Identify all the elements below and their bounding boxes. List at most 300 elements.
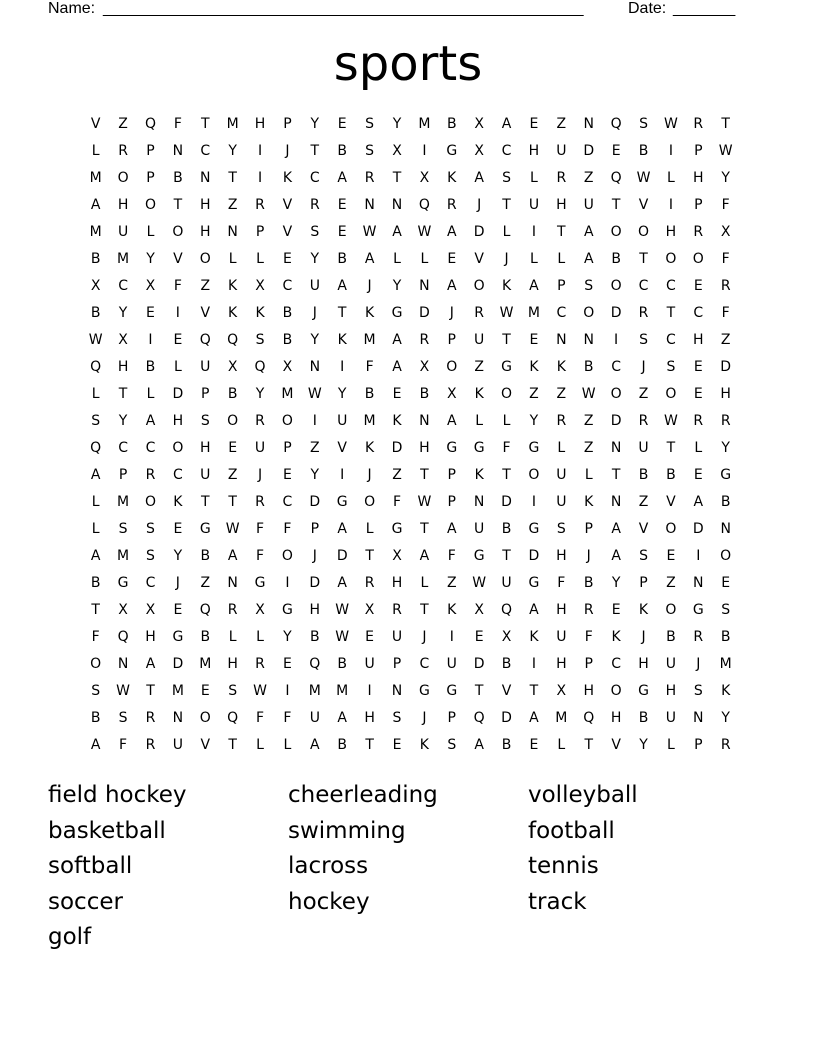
grid-letter: Y: [611, 575, 621, 591]
grid-letter: K: [474, 467, 484, 483]
grid-letter: U: [200, 467, 211, 483]
grid-letter: B: [90, 710, 101, 726]
grid-letter: I: [340, 359, 345, 375]
grid-letter: H: [309, 602, 321, 618]
grid-letter: H: [419, 440, 430, 456]
grid-letter: E: [173, 332, 183, 348]
grid-letter: E: [337, 197, 347, 213]
grid-letter: T: [557, 224, 566, 240]
grid-letter: F: [584, 629, 593, 645]
grid-letter: H: [199, 440, 211, 456]
grid-letter: A: [529, 278, 539, 294]
grid-letter: R: [720, 737, 731, 753]
grid-letter: P: [201, 386, 210, 402]
grid-row: [82, 489, 740, 516]
grid-letter: M: [89, 170, 102, 186]
grid-letter: S: [556, 521, 566, 537]
grid-letter: W: [253, 683, 267, 699]
grid-letter: H: [117, 359, 129, 375]
grid-letter: P: [255, 224, 265, 240]
grid-letter: K: [638, 602, 649, 618]
grid-letter: K: [419, 737, 429, 753]
grid-letter: R: [693, 224, 704, 240]
grid-letter: M: [363, 332, 376, 348]
grid-letter: E: [337, 116, 347, 132]
grid-letter: V: [200, 305, 211, 321]
grid-letter: E: [529, 332, 539, 348]
grid-letter: Y: [392, 116, 402, 132]
grid-letter: K: [173, 494, 183, 510]
grid-letter: C: [556, 305, 567, 321]
grid-letter: Q: [227, 710, 239, 726]
grid-letter: L: [502, 413, 511, 429]
grid-letter: U: [638, 440, 649, 456]
grid-letter: B: [419, 386, 430, 402]
grid-letter: F: [392, 494, 402, 510]
grid-letter: R: [364, 170, 375, 186]
grid-letter: R: [693, 413, 704, 429]
grid-letter: K: [282, 170, 293, 186]
grid-letter: P: [283, 440, 292, 456]
grid-letter: G: [391, 521, 403, 537]
grid-letter: H: [720, 386, 731, 402]
grid-letter: B: [666, 629, 676, 645]
grid-letter: O: [144, 197, 156, 213]
grid-letter: Z: [200, 575, 211, 591]
grid-letter: R: [118, 143, 128, 159]
grid-letter: L: [228, 629, 237, 645]
grid-letter: C: [282, 278, 293, 294]
grid-letter: N: [693, 575, 704, 591]
grid-letter: D: [391, 440, 403, 456]
grid-letter: A: [337, 278, 347, 294]
grid-letter: I: [285, 683, 290, 699]
grid-letter: W: [581, 386, 596, 402]
word-list-item: volleyball: [528, 782, 638, 808]
word-list-item: soccer: [48, 888, 123, 915]
grid-letter: L: [393, 251, 401, 267]
grid-letter: L: [173, 359, 182, 375]
grid-letter: D: [692, 521, 704, 537]
grid-letter: J: [257, 467, 263, 483]
grid-letter: J: [504, 251, 509, 267]
grid-letter: O: [227, 413, 239, 429]
grid-letter: O: [610, 224, 622, 240]
grid-letter: F: [173, 116, 182, 132]
grid-letter: G: [638, 683, 649, 699]
grid-letter: Q: [90, 440, 102, 456]
grid-letter: W: [472, 575, 487, 591]
grid-letter: V: [337, 440, 347, 456]
grid-letter: I: [668, 143, 673, 159]
grid-letter: E: [529, 737, 539, 753]
grid-letter: L: [557, 440, 566, 456]
grid-letter: F: [283, 710, 292, 726]
grid-letter: D: [610, 305, 622, 321]
grid-letter: N: [200, 170, 211, 186]
grid-letter: M: [171, 683, 184, 699]
grid-letter: T: [420, 521, 429, 537]
grid-letter: E: [721, 575, 731, 591]
grid-letter: L: [91, 494, 100, 510]
grid-letter: U: [556, 629, 567, 645]
grid-letter: A: [90, 737, 101, 753]
grid-letter: I: [531, 494, 537, 510]
grid-letter: Z: [474, 359, 484, 375]
grid-letter: X: [118, 602, 128, 618]
grid-letter: A: [337, 710, 347, 726]
date-label: Date:: [628, 0, 667, 17]
grid-letter: N: [583, 332, 594, 348]
grid-letter: U: [474, 521, 485, 537]
grid-letter: B: [501, 737, 512, 753]
grid-letter: N: [473, 494, 485, 510]
grid-letter: S: [200, 413, 210, 429]
grid-letter: F: [365, 359, 374, 375]
grid-letter: Y: [721, 710, 730, 726]
grid-letter: N: [391, 683, 403, 699]
grid-letter: J: [477, 197, 482, 213]
grid-letter: T: [200, 116, 210, 132]
grid-letter: C: [693, 305, 704, 321]
grid-letter: P: [392, 656, 402, 672]
grid-letter: O: [720, 548, 732, 564]
grid-letter: B: [364, 386, 375, 402]
grid-letter: I: [668, 197, 673, 213]
grid-letter: E: [228, 440, 238, 456]
grid-letter: J: [586, 548, 591, 564]
grid-letter: L: [666, 737, 675, 753]
grid-letter: Y: [310, 251, 320, 267]
grid-letter: I: [614, 332, 619, 348]
grid-letter: K: [365, 440, 375, 456]
grid-letter: I: [312, 413, 317, 429]
grid-letter: Y: [529, 413, 539, 429]
grid-letter: N: [610, 494, 622, 510]
grid-letter: X: [419, 359, 430, 375]
grid-letter: A: [446, 521, 457, 537]
grid-letter: P: [447, 467, 456, 483]
grid-letter: O: [172, 440, 184, 456]
grid-letter: A: [392, 332, 402, 348]
grid-letter: E: [200, 683, 210, 699]
grid-letter: K: [447, 170, 457, 186]
page-title: sports: [333, 36, 483, 92]
word-list-item: cheerleading: [288, 782, 438, 808]
grid-row: [82, 111, 740, 138]
grid-letter: A: [145, 413, 156, 429]
grid-letter: D: [501, 494, 512, 510]
grid-letter: M: [719, 656, 732, 672]
grid-letter: C: [638, 278, 649, 294]
grid-letter: I: [257, 143, 263, 159]
grid-letter: H: [145, 629, 156, 645]
grid-letter: U: [364, 656, 375, 672]
grid-letter: X: [90, 278, 101, 294]
grid-letter: D: [172, 656, 184, 672]
grid-letter: L: [557, 737, 566, 753]
grid-letter: T: [502, 467, 511, 483]
grid-letter: I: [257, 170, 263, 186]
grid-letter: E: [365, 629, 375, 645]
grid-letter: O: [501, 386, 513, 402]
grid-letter: X: [556, 683, 567, 699]
grid-letter: H: [693, 170, 704, 186]
grid-letter: P: [447, 332, 456, 348]
grid-letter: W: [417, 494, 432, 510]
grid-letter: Y: [255, 386, 265, 402]
grid-letter: J: [175, 575, 180, 591]
grid-letter: Z: [666, 575, 676, 591]
grid-letter: Q: [583, 710, 595, 726]
grid-letter: N: [720, 521, 731, 537]
grid-letter: X: [118, 332, 128, 348]
grid-letter: Z: [556, 116, 567, 132]
grid-letter: O: [117, 170, 129, 186]
grid-letter: T: [337, 305, 347, 321]
grid-row: [82, 732, 740, 759]
grid-letter: L: [584, 467, 593, 483]
grid-letter: P: [584, 656, 593, 672]
grid-letter: U: [117, 224, 129, 240]
grid-letter: O: [665, 251, 677, 267]
grid-letter: Y: [639, 737, 648, 753]
grid-letter: A: [90, 467, 101, 483]
grid-letter: Q: [199, 332, 211, 348]
grid-letter: Y: [392, 278, 402, 294]
name-blank-line: ______________________________________________________: [103, 0, 584, 17]
grid-letter: Y: [228, 143, 237, 159]
grid-letter: C: [200, 143, 211, 159]
grid-letter: E: [666, 548, 676, 564]
grid-letter: C: [611, 656, 621, 672]
grid-letter: S: [639, 116, 648, 132]
grid-letter: K: [584, 494, 594, 510]
grid-letter: X: [145, 278, 156, 294]
grid-letter: R: [556, 170, 567, 186]
grid-letter: O: [665, 386, 677, 402]
grid-letter: D: [172, 386, 184, 402]
grid-letter: D: [418, 305, 430, 321]
grid-letter: O: [281, 413, 293, 429]
grid-letter: E: [474, 629, 484, 645]
grid-letter: P: [694, 143, 703, 159]
grid-letter: B: [227, 386, 238, 402]
grid-letter: A: [501, 116, 512, 132]
grid-letter: A: [583, 251, 594, 267]
grid-letter: I: [531, 224, 537, 240]
grid-letter: A: [693, 494, 704, 510]
grid-letter: B: [583, 575, 594, 591]
grid-letter: Z: [227, 197, 238, 213]
grid-letter: E: [529, 116, 539, 132]
grid-letter: B: [282, 305, 293, 321]
grid-letter: S: [693, 683, 703, 699]
grid-letter: D: [336, 548, 348, 564]
grid-letter: O: [199, 251, 211, 267]
grid-letter: X: [145, 602, 156, 618]
grid-letter: B: [337, 737, 348, 753]
grid-letter: V: [173, 251, 183, 267]
grid-letter: L: [365, 521, 374, 537]
grid-letter: Z: [583, 440, 594, 456]
grid-letter: T: [91, 602, 100, 618]
grid-letter: Q: [501, 602, 513, 618]
grid-letter: B: [666, 467, 676, 483]
grid-letter: Z: [200, 278, 211, 294]
grid-letter: X: [474, 116, 484, 132]
grid-letter: Z: [446, 575, 457, 591]
grid-letter: G: [528, 440, 540, 456]
grid-letter: U: [583, 197, 594, 213]
grid-letter: H: [638, 656, 649, 672]
grid-letter: L: [530, 170, 538, 186]
grid-letter: Z: [310, 440, 320, 456]
grid-letter: M: [89, 224, 102, 240]
grid-letter: K: [501, 278, 512, 294]
grid-row: [82, 435, 740, 462]
grid-letter: E: [337, 224, 347, 240]
grid-letter: C: [309, 170, 320, 186]
grid-letter: X: [474, 143, 484, 159]
grid-letter: G: [446, 440, 458, 456]
grid-letter: T: [392, 170, 402, 186]
grid-letter: Y: [721, 440, 730, 456]
word-list-item: lacross: [288, 853, 369, 879]
grid-letter: U: [309, 710, 320, 726]
grid-letter: S: [118, 710, 128, 726]
grid-letter: K: [474, 386, 484, 402]
grid-letter: B: [310, 629, 320, 645]
grid-letter: Y: [721, 170, 730, 186]
grid-letter: B: [90, 251, 101, 267]
grid-letter: M: [117, 251, 130, 267]
grid-letter: F: [173, 278, 182, 294]
word-list-item: hockey: [288, 888, 370, 915]
grid-letter: G: [473, 440, 485, 456]
grid-letter: W: [335, 602, 350, 618]
grid-letter: R: [364, 575, 375, 591]
grid-letter: W: [362, 224, 377, 240]
grid-letter: O: [364, 494, 376, 510]
grid-letter: A: [392, 224, 402, 240]
grid-letter: Y: [173, 548, 183, 564]
grid-letter: B: [638, 143, 649, 159]
grid-letter: A: [392, 359, 402, 375]
grid-letter: R: [474, 305, 485, 321]
grid-row: [82, 705, 740, 732]
grid-letter: M: [117, 548, 130, 564]
grid-row: [82, 462, 740, 489]
grid-letter: O: [637, 224, 650, 240]
grid-row: [82, 327, 740, 354]
grid-letter: G: [418, 683, 430, 699]
date-blank-line: _______: [673, 0, 736, 17]
grid-letter: S: [365, 116, 375, 132]
grid-letter: N: [610, 440, 622, 456]
grid-letter: E: [283, 656, 292, 672]
grid-letter: X: [364, 602, 375, 618]
grid-letter: L: [530, 251, 538, 267]
grid-letter: O: [692, 251, 704, 267]
grid-letter: Q: [418, 197, 430, 213]
grid-letter: X: [392, 143, 402, 159]
grid-letter: N: [419, 278, 430, 294]
grid-letter: H: [583, 683, 594, 699]
grid-letter: O: [610, 278, 622, 294]
grid-letter: R: [638, 305, 649, 321]
grid-letter: N: [693, 710, 704, 726]
grid-letter: V: [611, 737, 621, 753]
grid-letter: J: [367, 467, 372, 483]
grid-letter: S: [255, 332, 265, 348]
grid-letter: V: [90, 116, 101, 132]
grid-letter: E: [392, 737, 402, 753]
grid-letter: H: [665, 683, 677, 699]
grid-letter: R: [255, 197, 265, 213]
grid-letter: R: [392, 602, 402, 618]
grid-letter: P: [146, 143, 155, 159]
word-list-item: swimming: [288, 817, 406, 844]
grid-row: [82, 516, 740, 543]
grid-letter: A: [337, 521, 347, 537]
grid-letter: A: [227, 548, 238, 564]
grid-letter: H: [199, 197, 211, 213]
grid-letter: S: [666, 359, 676, 375]
grid-letter: E: [447, 251, 457, 267]
grid-letter: N: [172, 710, 184, 726]
grid-letter: L: [91, 521, 100, 537]
grid-letter: K: [529, 629, 539, 645]
grid-letter: L: [666, 170, 675, 186]
grid-letter: Q: [610, 170, 622, 186]
grid-letter: J: [641, 359, 646, 375]
grid-letter: Q: [90, 359, 102, 375]
grid-letter: J: [449, 305, 454, 321]
grid-letter: U: [556, 467, 567, 483]
grid-row: [82, 408, 740, 435]
grid-letter: A: [446, 224, 457, 240]
grid-row: [82, 273, 740, 300]
grid-letter: P: [447, 494, 456, 510]
grid-letter: H: [610, 710, 622, 726]
grid-letter: T: [310, 143, 320, 159]
grid-letter: K: [392, 413, 402, 429]
grid-letter: E: [283, 467, 292, 483]
grid-letter: F: [502, 440, 511, 456]
grid-letter: T: [228, 170, 237, 186]
grid-letter: W: [88, 332, 103, 348]
grid-letter: C: [145, 440, 156, 456]
grid-letter: F: [256, 548, 265, 564]
grid-letter: M: [117, 494, 130, 510]
grid-letter: V: [282, 224, 293, 240]
grid-letter: V: [638, 197, 649, 213]
grid-letter: B: [200, 548, 211, 564]
word-list-item: tennis: [528, 853, 599, 879]
grid-letter: K: [228, 305, 238, 321]
grid-letter: T: [365, 737, 374, 753]
grid-letter: X: [720, 224, 731, 240]
grid-letter: K: [529, 359, 539, 375]
grid-letter: X: [392, 548, 402, 564]
grid-row: [82, 246, 740, 273]
grid-letter: A: [583, 224, 594, 240]
grid-letter: T: [118, 386, 128, 402]
grid-letter: B: [720, 494, 731, 510]
grid-letter: Q: [117, 629, 129, 645]
grid-letter: F: [119, 737, 128, 753]
